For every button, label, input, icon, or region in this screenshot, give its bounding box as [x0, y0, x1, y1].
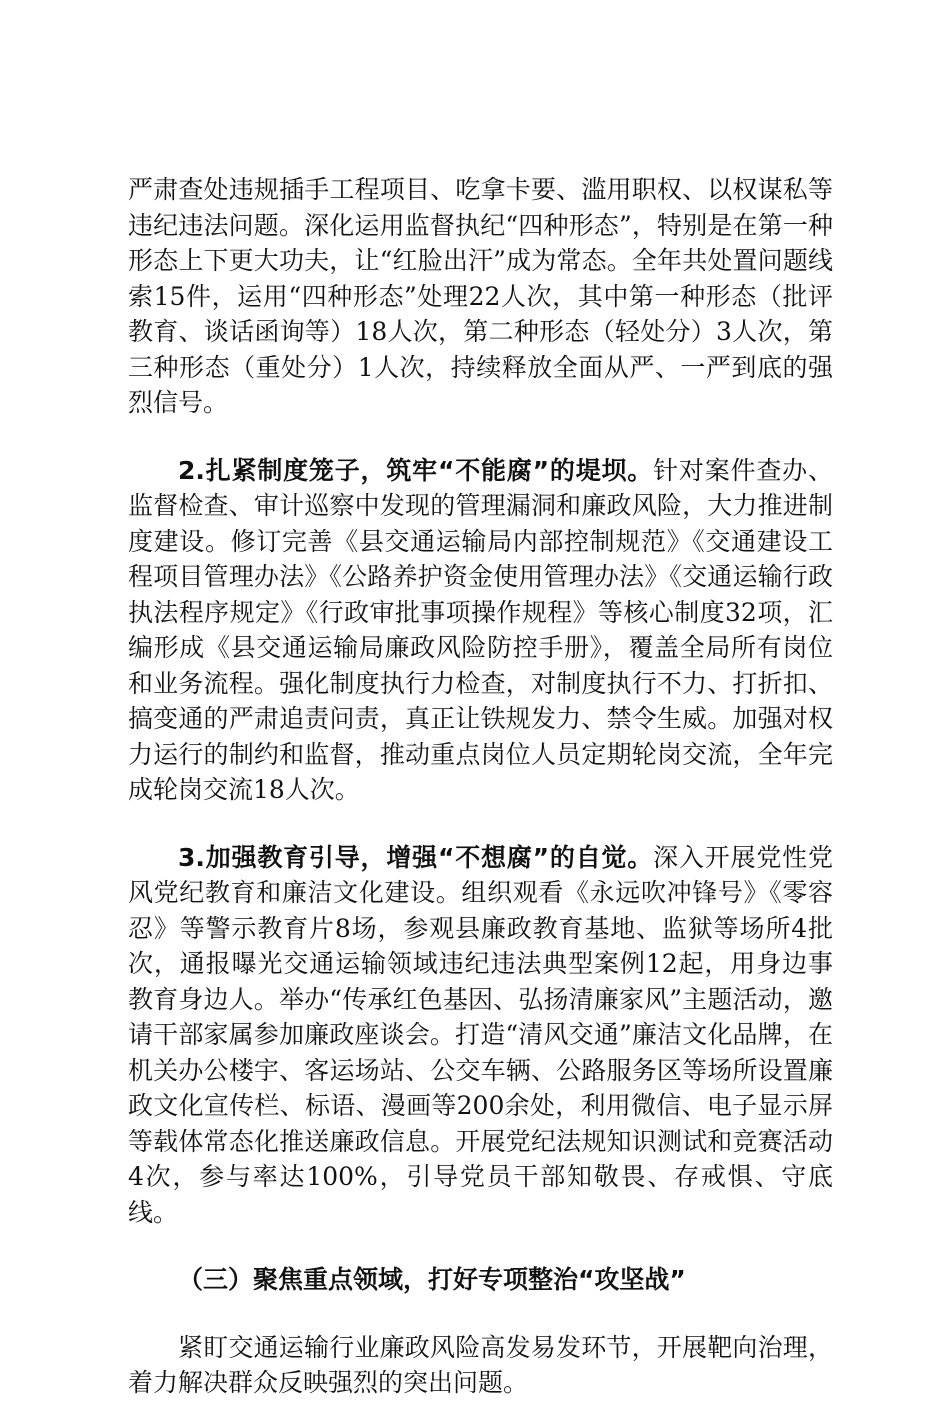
section-3-intro — [128, 1330, 833, 1401]
paragraph-continuation — [128, 172, 833, 421]
item-2-body: 针对案件查办、监督检查、审计巡察中发现的管理漏洞和廉政风险，大力推进制度建设。修订完善《县交通运输局内部控制规范》《交通建设工程项目管理办法》《公路养护资金使用管理办法》《交通运输行政执法程序规定》《行政审批事项操作规程》等核心制度32项，汇编形成《县交通运输局廉政风险防控手册》，覆盖全局所有岗位和业务流程。强化制度执行力检查，对制度执行不力、打折扣、搞变通的严肃追责问责，真正让铁规发力、禁令生威。加强对权力运行的制约和监督，推动重点岗位人员定期轮岗交流，全年完成轮岗交流18人次。 — [128, 455, 833, 804]
section-3-heading: （三）聚焦重点领域，打好专项整治“攻坚战” — [178, 1265, 686, 1294]
paragraph-item-2 — [128, 453, 833, 808]
item-2-lead: 2.扎紧制度笼子，筑牢“不能腐”的堤坝。 — [178, 455, 654, 485]
paragraph-item-3 — [128, 840, 833, 1231]
paragraph-continuation-text: 严肃查处违规插手工程项目、吃拿卡要、滥用职权、以权谋私等违纪违法问题。深化运用监督执纪“四种形态”，特别是在第一种形态上下更大功夫，让“红脸出汗”成为常态。全年共处置问题线索15件，运用“四种形态”处理22人次，其中第一种形态（批评教育、谈话函询等）18人次，第二种形态（轻处分）3人次，第三种形态（重处分）1人次，持续释放全面从严、一严到底的强烈信号。 — [128, 175, 833, 417]
section-3-intro-text: 紧盯交通运输行业廉政风险高发易发环节，开展靶向治理，着力解决群众反映强烈的突出问题。 — [128, 1332, 833, 1397]
item-3-lead: 3.加强教育引导，增强“不想腐”的自觉。 — [178, 842, 654, 872]
item-3-body: 深入开展党性党风党纪教育和廉洁文化建设。组织观看《永远吹冲锋号》《零容忍》等警示教育片8场，参观县廉政教育基地、监狱等场所4批次，通报曝光交通运输领域违纪违法典型案例12起，用身边事教育身边人。举办“传承红色基因、弘扬清廉家风”主题活动，邀请干部家属参加廉政座谈会。打造“清风交通”廉洁文化品牌，在机关办公楼宇、客运场站、公交车辆、公路服务区等场所设置廉政文化宣传栏、标语、漫画等200余处，利用微信、电子显示屏等载体常态化推送廉政信息。开展党纪法规知识测试和竞赛活动4次，参与率达100%，引导党员干部知敬畏、存戒惧、守底线。 — [128, 842, 833, 1227]
document-body — [128, 172, 833, 1401]
